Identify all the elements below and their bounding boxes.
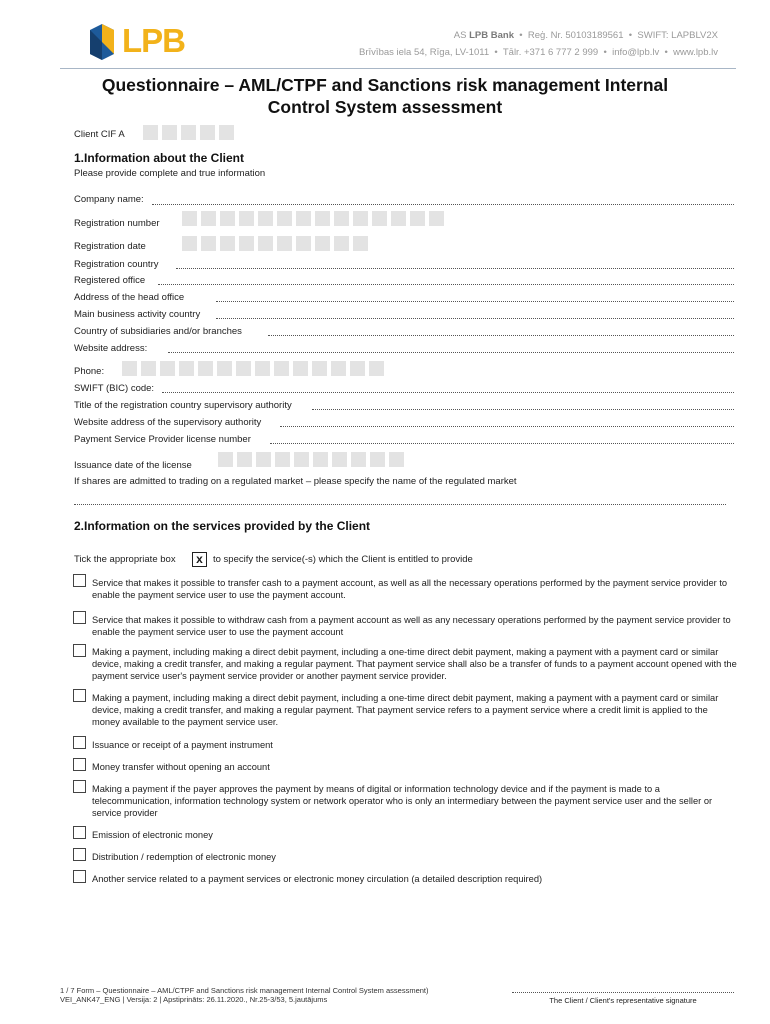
license-date-input[interactable]	[218, 452, 404, 467]
phone-label: Phone:	[74, 366, 105, 377]
tick-instruction-before: Tick the appropriate box	[74, 554, 176, 565]
service-checkbox[interactable]	[73, 826, 86, 839]
service-checkbox[interactable]	[73, 780, 86, 793]
service-label: Making a payment, including making a direct debit payment, including a one-time direct debit payment, making a payment with a payment card or similar device, making a credit transfer, and making a regular payment. That payment service refers to a payment service where a credit limit is applied to the money available to the payment service user.	[92, 693, 719, 727]
service-label: Distribution / redemption of electronic money	[92, 852, 276, 862]
footer-line-2: VEI_ANK47_ENG | Versija: 2 | Apstiprināts: 26.11.2020., Nr.25-3/53, 5.jautājums	[60, 995, 328, 1004]
registration-date-label: Registration date	[74, 241, 146, 252]
client-cif-label: Client CIF A	[74, 129, 125, 140]
company-name-label: Company name:	[74, 194, 144, 205]
registration-country-label: Registration country	[74, 259, 159, 270]
service-checkbox[interactable]	[73, 848, 86, 861]
swift-code-field[interactable]	[162, 392, 734, 393]
example-checked-box: x	[192, 552, 207, 567]
section1-heading: 1.Information about the Client	[74, 151, 244, 165]
shares-trading-label: If shares are admitted to trading on a regulated market – please specify the name of the regulated market	[74, 476, 517, 487]
footer	[60, 986, 429, 1004]
service-label: Making a payment if the payer approves the payment by means of digital or information technology device and if the payment is made to a telecommunication, information technology system or network operator who is only an intermediary between the payment service user and the seller or service provider	[92, 784, 713, 818]
swift-code-label: SWIFT (BIC) code:	[74, 383, 155, 394]
head-office-label: Address of the head office	[74, 292, 185, 303]
registration-number-label: Registration number	[74, 218, 160, 229]
subsidiaries-country-field[interactable]	[268, 335, 734, 336]
logo-text: LPB	[122, 22, 185, 59]
bank-info: AS LPB Bank • Reģ. Nr. 50103189561 • SWIFT: LAPBLV2X Brīvības iela 54, Rīga, LV-1011 • Tālr. +371 6 777 2 999 • info@lpb.lv • www.lpb.lv	[359, 30, 718, 58]
shares-trading-field[interactable]	[74, 504, 726, 505]
service-label: Money transfer without opening an account	[92, 762, 270, 772]
supervisory-website-label: Website address of the supervisory authority	[74, 417, 262, 428]
page-title: Questionnaire – AML/CTPF and Sanctions risk management Internal Control System assessment	[101, 75, 669, 117]
main-activity-country-field[interactable]	[216, 318, 734, 319]
license-date-label: Issuance date of the license	[74, 460, 192, 471]
phone-input[interactable]	[122, 361, 384, 376]
client-cif-input[interactable]	[143, 125, 234, 140]
service-checkbox[interactable]	[73, 870, 86, 883]
service-checkbox[interactable]	[73, 611, 86, 624]
service-label: Emission of electronic money	[92, 830, 213, 840]
signature-field[interactable]	[512, 992, 734, 993]
section2-heading: 2.Information on the services provided by the Client	[74, 519, 371, 533]
supervisory-website-field[interactable]	[280, 426, 734, 427]
service-checkbox[interactable]	[73, 574, 86, 587]
service-label: Issuance or receipt of a payment instrument	[92, 740, 273, 750]
website-field[interactable]	[168, 352, 734, 353]
service-label: Service that makes it possible to transfer cash to a payment account, as well as all the necessary operations performed by the payment service provider to enable the payment service user to use the payment account.	[92, 578, 728, 600]
license-number-field[interactable]	[270, 443, 734, 444]
registration-number-input[interactable]	[182, 211, 444, 226]
supervisory-title-label: Title of the registration country supervisory authority	[74, 400, 292, 411]
head-office-field[interactable]	[216, 301, 734, 302]
subsidiaries-country-label: Country of subsidiaries and/or branches	[74, 326, 242, 337]
service-label: Another service related to a payment services or electronic money circulation (a detailed description required)	[92, 874, 543, 884]
service-checkbox[interactable]	[73, 689, 86, 702]
service-label: Service that makes it possible to withdraw cash from a payment account as well as any necessary operations performed by the payment service provider to enable the payment service user to use the payment account	[92, 615, 731, 637]
service-label: Making a payment, including making a direct debit payment, including a one-time direct debit payment, making a payment with a payment card or similar device, making a credit transfer, and making a regular payment. That payment service shall also be a transfer of funds to a payment account opened with the payment service user's payment service provider or another payment service provider.	[92, 647, 737, 681]
registration-country-field[interactable]	[176, 268, 734, 269]
section1-subheading: Please provide complete and true information	[74, 168, 266, 179]
supervisory-title-field[interactable]	[312, 409, 734, 410]
service-checkbox[interactable]	[73, 644, 86, 657]
website-label: Website address:	[74, 343, 148, 354]
company-name-field[interactable]	[152, 204, 734, 205]
license-number-label: Payment Service Provider license number	[74, 434, 251, 445]
signature-label: The Client / Client's representative signature	[549, 996, 697, 1005]
service-checkbox[interactable]	[73, 736, 86, 749]
tick-instruction-after: to specify the service(-s) which the Client is entitled to provide	[213, 554, 473, 565]
header-divider	[60, 68, 736, 69]
main-activity-country-label: Main business activity country	[74, 309, 201, 320]
footer-line-1: 1 / 7 Form – Questionnaire – AML/CTPF and Sanctions risk management Internal Control System assessment)	[60, 986, 429, 995]
registration-date-input[interactable]	[182, 236, 368, 251]
service-checkbox[interactable]	[73, 758, 86, 771]
registered-office-field[interactable]	[158, 284, 734, 285]
registered-office-label: Registered office	[74, 275, 146, 286]
